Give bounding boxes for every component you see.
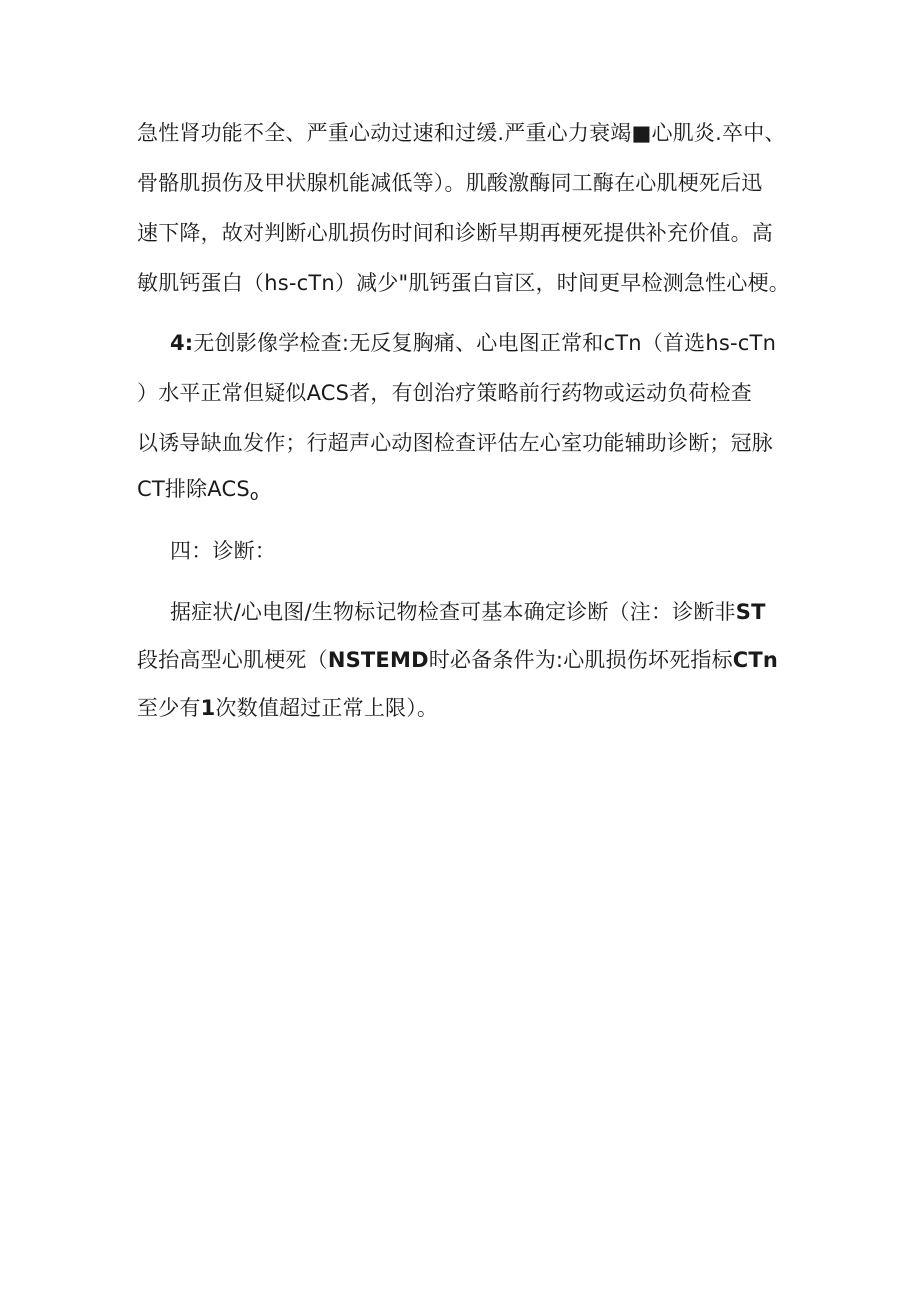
paragraph-3-line-3	[137, 693, 438, 723]
paragraph-1-line-1: 急性肾功能不全、严重心动过速和过缓.严重心力衰竭■心肌炎.卒中、	[137, 121, 786, 145]
list-number: 4:	[170, 331, 194, 355]
paragraph-2-line-1	[170, 328, 776, 358]
paragraph-3-count: 1	[200, 696, 216, 720]
paragraph-3-line-2-text-c: 时必备条件为:心肌损伤坏死指标	[428, 648, 733, 672]
paragraph-3-line-1-text: 据症状/心电图/生物标记物检查可基本确定诊断（注：诊断非	[170, 600, 736, 624]
paragraph-3-line-1	[170, 597, 766, 627]
paragraph-3-line-3-text-a: 至少有	[137, 696, 201, 720]
paragraph-3-line-3-text-c: 次数值超过正常上限）。	[215, 696, 439, 720]
paragraph-1-line-2: 骨骼肌损伤及甲状腺机能减低等）。肌酸激酶同工酶在心肌梗死后迅	[137, 171, 763, 195]
paragraph-2-line-4	[137, 474, 259, 507]
paragraph-2-line-4-text: CT排除ACS	[137, 477, 250, 501]
paragraph-3-ctn: CTn	[732, 648, 779, 672]
section-heading: 四：诊断：	[170, 539, 276, 563]
paragraph-3-st: ST	[735, 600, 766, 624]
paragraph-2-line-2: ）水平正常但疑似ACS者，有创治疗策略前行药物或运动负荷检查	[137, 381, 752, 405]
paragraph-3-nstemd: NSTEMD	[327, 648, 429, 672]
paragraph-2-line-3: 以诱导缺血发作；行超声心动图检查评估左心室功能辅助诊断；冠脉	[137, 431, 773, 455]
paragraph-1-line-3: 速下降，故对判断心肌损伤时间和诊断早期再梗死提供补充价值。高	[137, 221, 773, 245]
paragraph-3-line-2-text-a: 段抬高型心肌梗死（	[137, 648, 328, 672]
paragraph-2-line-4-sub: o	[249, 488, 259, 504]
paragraph-2-line-1-text: 无创影像学检查:无反复胸痛、心电图正常和cTn（首选hs-cTn	[193, 331, 777, 355]
paragraph-3-line-2	[137, 645, 778, 675]
paragraph-1-line-4: 敏肌钙蛋白（hs-cTn）减少"肌钙蛋白盲区，时间更早检测急性心梗。	[137, 271, 790, 295]
